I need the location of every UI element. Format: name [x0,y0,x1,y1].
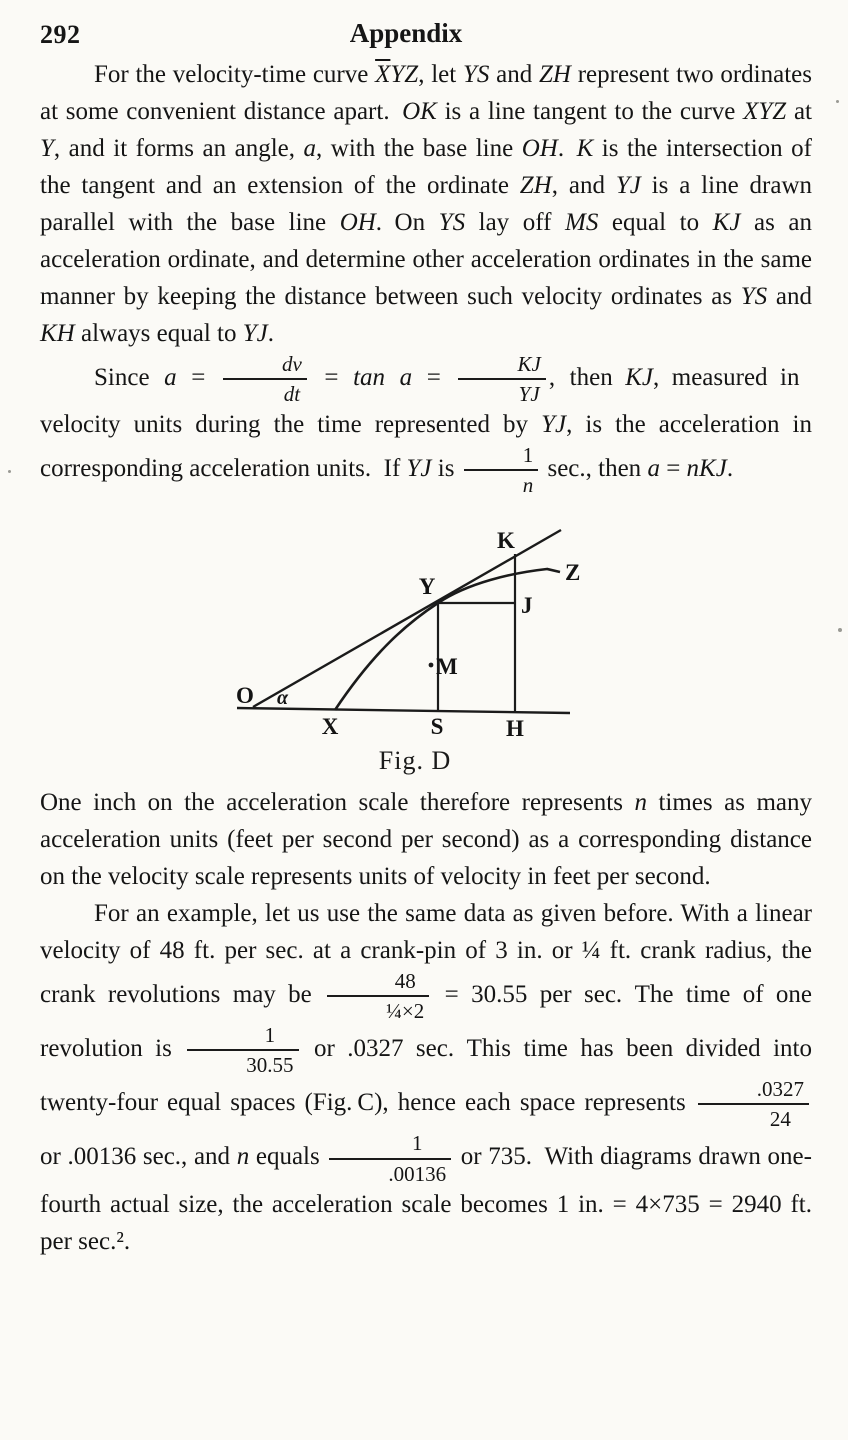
math-term: ZH [519,172,552,199]
point-m-dot [429,662,434,667]
paragraph-velocity-curve: For the velocity-time curve $\overline{X}YZ$, let YS and ZH represent two ordinates at some convenient distance apart. OK is a line tangent to the curve XYZ at Y, and it forms an angle, a, with the base line OH. K is the intersection of the tangent and an extension of the ordinate ZH, and YJ is a line drawn parallel with the base line OH. On YS lay off MS equal to KJ as an acceleration ordinate, and determine other acceleration ordinates in the same manner by keeping the distance between such velocity ordinates as YS and KH always equal to YJ. [40,61,812,347]
math-term: KH [40,320,75,347]
math-term: tan a [353,363,413,391]
math-term: YJ [541,411,567,439]
page-header [40,16,812,56]
math-term: a [647,455,660,483]
math-term: Y [40,135,54,162]
label-h: H [506,715,524,741]
scan-speckle [836,100,839,103]
label-x: X [321,713,339,739]
inline-fraction: $\frac{1}{.00136}$ [329,1131,451,1185]
figure-d-diagram [225,522,605,744]
label-j: J [521,592,533,618]
scan-speckle [838,628,842,632]
inline-fraction: $\frac{.0327}{24}$ [698,1077,809,1131]
math-term: a [164,363,177,391]
math-term: YS [438,209,466,236]
math-term: a [303,135,317,162]
label-s: S [430,713,444,739]
scan-speckle [8,470,11,473]
math-term: KJ [712,209,741,236]
math-term: XYZ [743,98,787,125]
math-term: $\overline{X}$ [375,61,391,88]
figure-d [225,522,605,776]
label-k: K [497,527,515,553]
paragraph-example: For an example, let us use the same data as given before. With a linear velocity of 48 ft. per sec. at a crank-pin of 3 in. or ¼ ft. crank radius, the crank revolutions may be $\frac{48}{\text{¼×2}}$ = 30.55 per sec. The time of one revolution is $\frac{1}{30.55}$ or .0327 sec. This time has been divided into twenty-four equal spaces (Fig. C), hence each space represents $\frac{.0327}{24}$ or .00136 sec., and n equals $\frac{1}{.00136}$ or 735. With diagrams drawn one-fourth actual size, the acceleration scale becomes 1 in. = 4×735 = 2940 ft. per sec.². [40,899,812,1255]
paragraph-since-equation: Since a = $\frac{dv}{dt}$ = tan a = $\frac{KJ}{YJ}$ , then KJ, measured in velocity units during the time represented by YJ, is the acceleration in corresponding acceleration units. If YJ is $\frac{1}{n}$ sec., then a = nKJ. [40,352,812,498]
math-term: YJ [242,320,268,347]
math-term: nKJ [686,455,727,483]
inline-fraction: $\frac{1}{30.55}$ [187,1023,298,1077]
label-y: Y [418,573,436,599]
page-number: 292 [40,20,81,49]
paragraph-one-inch: One inch on the acceleration scale therefore represents n times as many acceleration units (feet per second per second) as a corresponding distance on the velocity scale represents units of velocity in feet per second. [40,788,812,890]
figure-caption: Fig. D [378,745,452,775]
math-term: n [236,1143,250,1171]
math-term: YS [740,283,768,310]
inline-fraction: $\frac{KJ}{YJ}$ [458,352,545,406]
label-alpha: α [277,686,289,709]
math-term: YZ [390,61,419,88]
math-term: YJ [406,455,432,483]
math-term: YS [462,61,490,88]
label-o: O [236,682,254,708]
math-term: OH [521,135,558,162]
math-term: OK [402,98,437,125]
inline-fraction: $\frac{48}{\text{¼×2}}$ [327,969,429,1023]
inline-fraction: $\frac{1}{n}$ [464,443,539,497]
label-z: Z [565,559,581,585]
math-term: K [576,135,594,162]
math-term: n [634,788,647,816]
math-term: ZH [539,61,571,88]
math-term: OH [339,209,376,236]
page-title: Appendix [349,18,463,48]
math-term: YJ [615,172,641,199]
math-term: KJ [625,363,653,391]
math-term: MS [565,209,599,236]
label-m: M [436,653,458,679]
inline-fraction: $\frac{dv}{dt}$ [223,352,307,406]
